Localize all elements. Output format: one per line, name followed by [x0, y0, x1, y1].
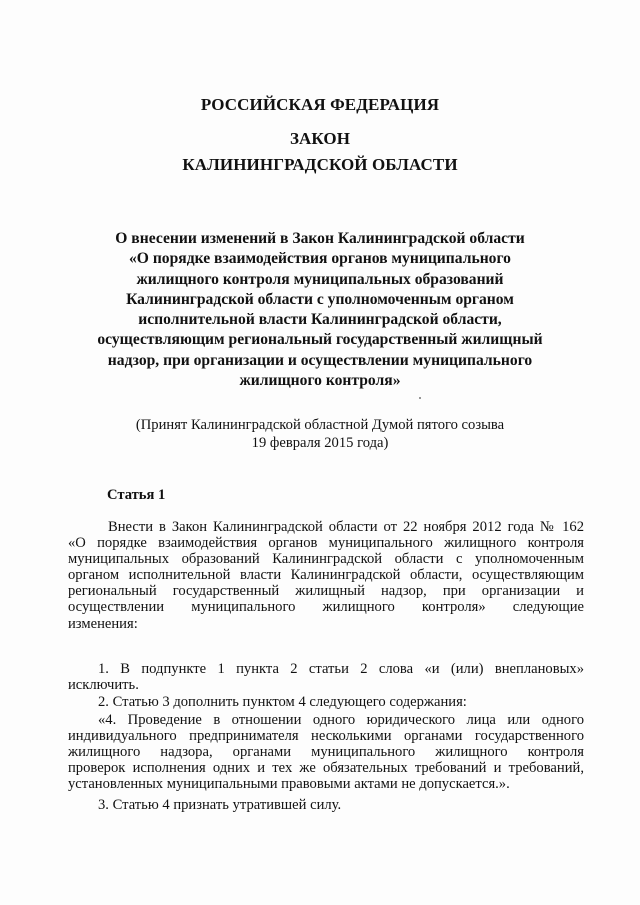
law-title-line: осуществляющим региональный государственный жилищный [97, 331, 543, 349]
paragraph-line: региональный государственный жилищный надзор, при организации и [68, 583, 584, 600]
law-title-line: Калининградской области с уполномоченным органом [126, 290, 514, 308]
paragraph-line: муниципальных образований Калининградской области с уполномоченным [68, 551, 584, 568]
paragraph-line: исключить. [68, 677, 139, 694]
scan-speck [419, 397, 421, 399]
country-heading: РОССИЙСКАЯ ФЕДЕРАЦИЯ [200, 95, 440, 114]
paragraph-line: 2. Статью 3 дополнить пунктом 4 следующего содержания: [98, 694, 467, 710]
document-type-heading: ЗАКОН [289, 129, 351, 148]
law-title-line: надзор, при организации и осуществлении муниципального [107, 351, 533, 369]
paragraph-line: жилищного надзора, органами муниципального жилищного контроля [68, 744, 584, 761]
region-heading: КАЛИНИНГРАДСКОЙ ОБЛАСТИ [182, 155, 458, 174]
article-1-quoted-point-4 [68, 712, 584, 792]
paragraph-line: «4. Проведение в отношении одного юридического лица или одного [98, 712, 584, 728]
article-1-item-3 [68, 797, 584, 813]
article-1-item-2 [68, 694, 584, 710]
law-title-line: жилищного контроля» [239, 372, 401, 390]
paragraph-line: проверок исполнения одних и тех же обязательных требований и требований, [68, 760, 584, 777]
paragraph-line: изменения: [68, 615, 138, 632]
law-title-line: исполнительной власти Калининградской области, [138, 311, 502, 329]
adoption-note-line: (Принят Калининградской областной Думой пятого созыва [135, 417, 505, 433]
article-1-heading: Статья 1 [107, 487, 166, 503]
paragraph-line: 1. В подпункте 1 пункта 2 статьи 2 слова «и (или) внеплановых» [98, 661, 584, 677]
paragraph-line: «О порядке взаимодействия органов муниципального жилищного контроля [68, 535, 584, 552]
paragraph-line: осуществлении муниципального жилищного контроля» следующие [68, 599, 584, 616]
paragraph-line: установленных муниципальными правовыми актами не допускается.». [68, 776, 510, 793]
paragraph-line: индивидуального предпринимателя несколькими органами государственного [68, 728, 584, 745]
article-1-intro [68, 519, 584, 632]
adoption-note-date: 19 февраля 2015 года) [251, 435, 389, 451]
law-title-line: жилищного контроля муниципальных образований [136, 270, 504, 288]
law-title-line: О внесении изменений в Закон Калининградской области [115, 230, 525, 247]
adoption-note [60, 416, 580, 452]
article-1-item-1 [68, 661, 584, 693]
law-title-line: «О порядке взаимодействия органов муниципального [129, 250, 511, 268]
paragraph-line: Внести в Закон Калининградской области от 22 ноября 2012 года № 162 [108, 519, 584, 535]
paragraph-line: органом исполнительной власти Калининградской области, осуществляющим [68, 567, 584, 584]
law-title [60, 229, 580, 391]
paragraph-line: 3. Статью 4 признать утратившей силу. [98, 797, 342, 813]
